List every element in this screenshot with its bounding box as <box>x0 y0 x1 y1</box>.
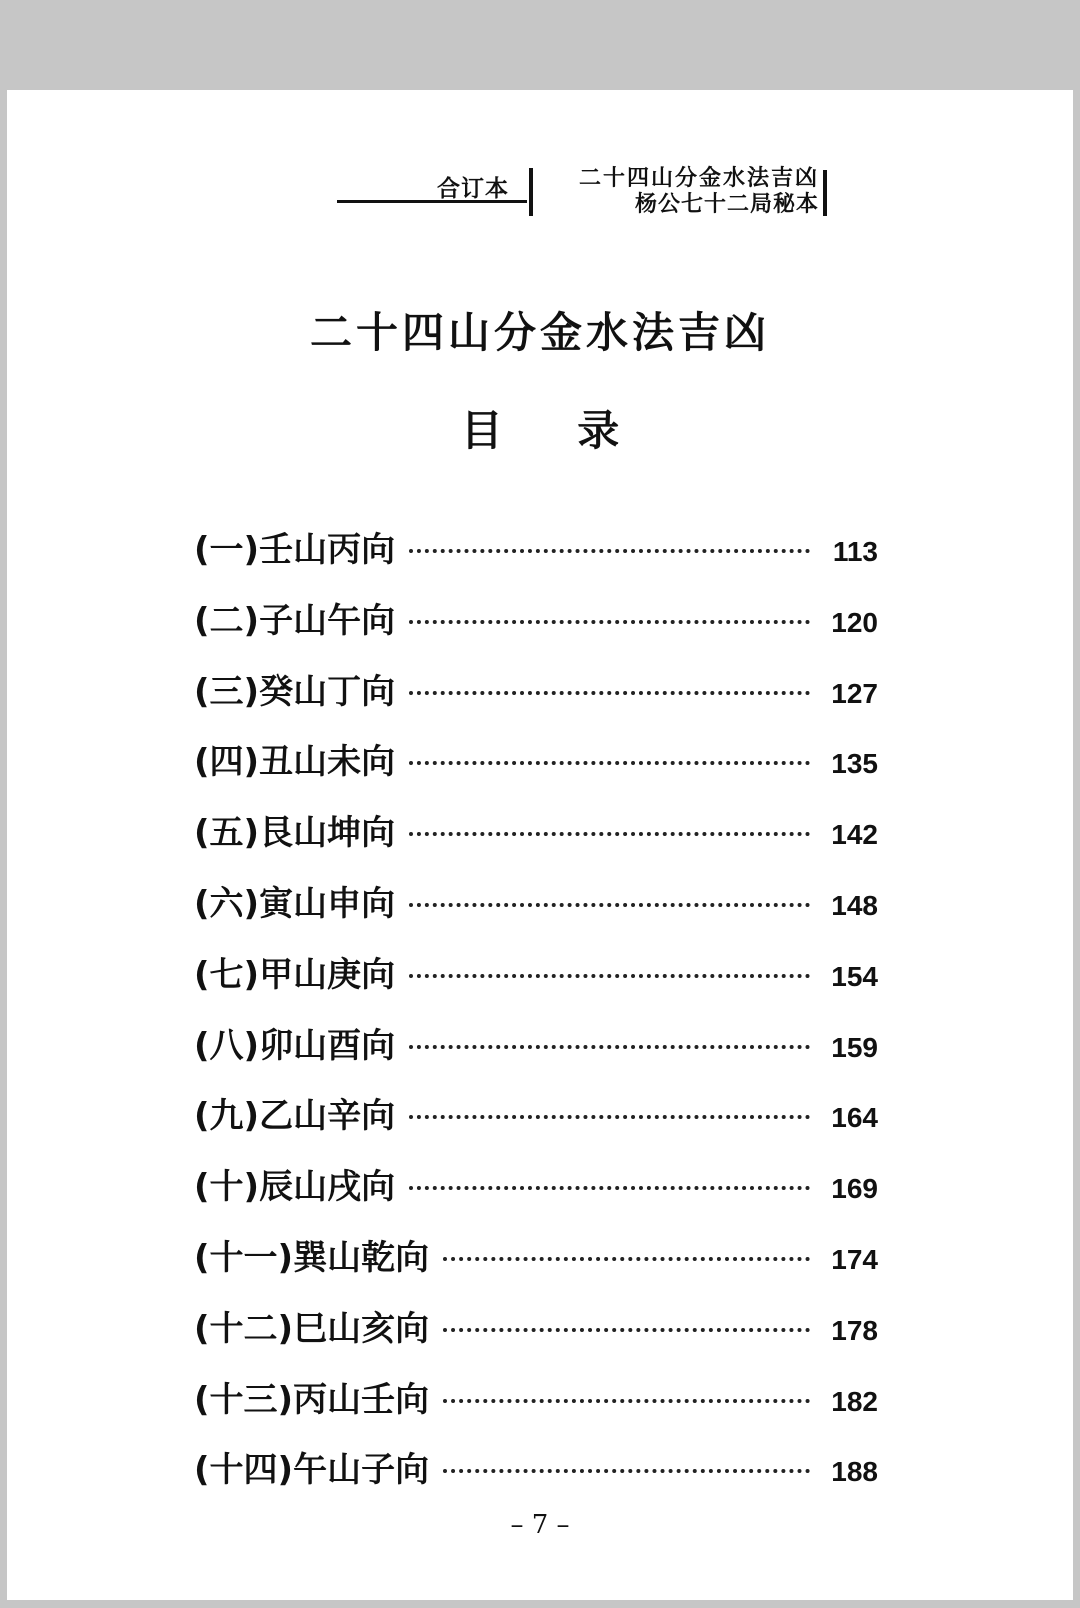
toc-entry[interactable] <box>194 1372 878 1443</box>
toc-leader-dots <box>409 691 810 695</box>
header-book-titles <box>539 166 819 218</box>
toc-leader-dots <box>443 1257 810 1261</box>
toc-heading: 目 录 <box>460 406 620 455</box>
toc-leader-dots <box>443 1469 810 1473</box>
toc-entry-page: 127 <box>831 677 878 709</box>
toc-entry-page: 169 <box>831 1173 878 1205</box>
toc-leader-dots <box>409 832 810 836</box>
toc-entry[interactable] <box>194 734 878 805</box>
toc-entry[interactable] <box>194 1159 878 1230</box>
toc-entry-label: (八)卯山酉向 <box>194 1025 396 1066</box>
toc-entry[interactable] <box>194 1018 878 1089</box>
toc-entry[interactable] <box>194 664 878 735</box>
toc-entry-page: 148 <box>831 889 878 921</box>
toc-leader-dots <box>409 1045 810 1049</box>
toc-entry-label: (四)丑山未向 <box>194 742 396 783</box>
toc-entry-page: 113 <box>832 536 878 567</box>
toc-entry-label: (五)艮山坤向 <box>194 813 396 854</box>
toc-list <box>194 522 878 1513</box>
toc-entry-page: 164 <box>831 1102 878 1134</box>
toc-entry[interactable] <box>194 1442 878 1513</box>
toc-entry-label: (九)乙山辛向 <box>194 1096 396 1137</box>
toc-entry-page: 120 <box>831 606 878 638</box>
toc-entry-label: (十四)午山子向 <box>194 1450 430 1491</box>
toc-entry-page: 174 <box>831 1243 878 1275</box>
toc-entry-label: (一)壬山丙向 <box>194 530 396 570</box>
toc-entry-label: (二)子山午向 <box>194 600 396 641</box>
toc-entry-page: 178 <box>831 1314 878 1346</box>
toc-leader-dots <box>409 620 810 624</box>
toc-entry-label: (十二)巳山亥向 <box>194 1308 430 1349</box>
toc-leader-dots <box>409 1115 810 1119</box>
toc-entry-page: 154 <box>831 960 878 992</box>
toc-entry-label: (十)辰山戌向 <box>194 1167 396 1208</box>
toc-leader-dots <box>443 1328 810 1332</box>
toc-entry-label: (六)寅山申向 <box>194 883 396 924</box>
toc-entry-page: 135 <box>831 748 878 780</box>
toc-entry[interactable] <box>194 1088 878 1159</box>
toc-leader-dots <box>409 1186 810 1190</box>
toc-leader-dots <box>409 549 810 553</box>
toc-entry[interactable] <box>194 876 878 947</box>
book-page <box>7 90 1073 1600</box>
toc-entry[interactable] <box>194 1301 878 1372</box>
toc-entry-label: (三)癸山丁向 <box>194 671 396 712</box>
toc-entry[interactable] <box>194 522 878 593</box>
toc-entry[interactable] <box>194 947 878 1018</box>
toc-entry[interactable] <box>194 1230 878 1301</box>
toc-entry[interactable] <box>194 593 878 664</box>
header-book-title-2: 杨公七十二局秘本 <box>634 192 819 217</box>
toc-leader-dots <box>409 974 810 978</box>
toc-entry-label: (七)甲山庚向 <box>194 954 396 995</box>
header-divider-right <box>823 170 827 216</box>
toc-leader-dots <box>443 1399 810 1403</box>
page-number: – 7 – <box>510 1510 570 1540</box>
toc-leader-dots <box>409 903 810 907</box>
toc-leader-dots <box>409 761 810 765</box>
toc-entry-label: (十三)丙山壬向 <box>194 1379 430 1420</box>
book-title: 二十四山分金水法吉凶 <box>309 308 770 357</box>
toc-entry-page: 159 <box>831 1031 878 1063</box>
toc-entry[interactable] <box>194 805 878 876</box>
toc-entry-page: 188 <box>831 1456 878 1488</box>
header-book-title-1: 二十四山分金水法吉凶 <box>578 166 819 191</box>
toc-entry-page: 182 <box>831 1385 878 1417</box>
header-divider-left <box>529 168 533 216</box>
toc-entry-label: (十一)巽山乾向 <box>194 1237 430 1278</box>
header-label: 合订本 <box>437 176 509 202</box>
toc-entry-page: 142 <box>831 819 878 851</box>
